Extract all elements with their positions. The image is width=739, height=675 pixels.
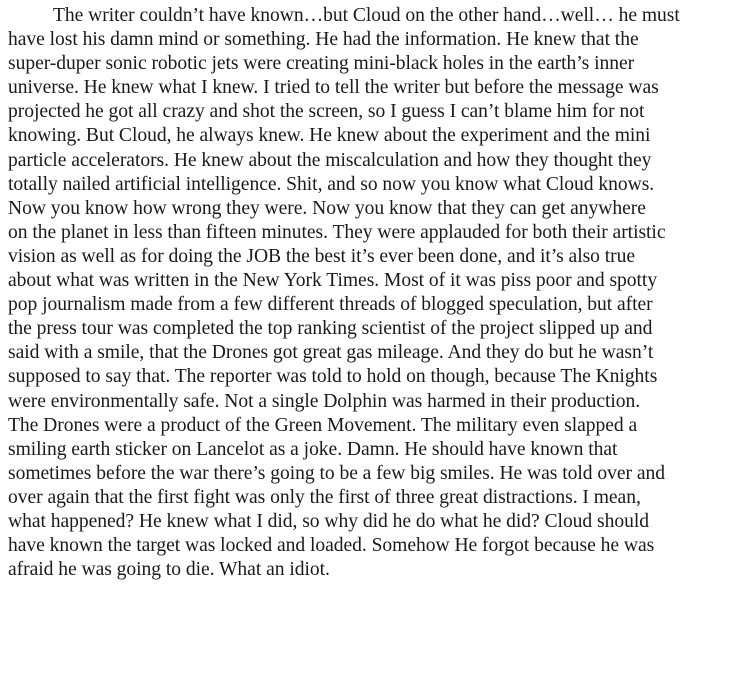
text-line: totally nailed artificial intelligence. Shit, and so now you know what Cloud knows. <box>8 173 655 195</box>
text-line: the press tour was completed the top ranking scientist of the project slipped up and <box>8 318 653 340</box>
text-line: super-duper sonic robotic jets were creating mini-black holes in the earth’s inner <box>8 53 635 75</box>
text-line: knowing. But Cloud, he always knew. He knew about the experiment and the mini <box>8 125 651 147</box>
text-line: projected he got all crazy and shot the screen, so I guess I can’t blame him for not <box>8 101 645 123</box>
text-line: Now you know how wrong they were. Now you know that they can get anywhere <box>8 197 646 219</box>
text-line: what happened? He knew what I did, so why did he do what he did? Cloud should <box>8 510 649 532</box>
text-line: sometimes before the war there’s going to be a few big smiles. He was told over and <box>8 462 665 484</box>
paragraph <box>8 4 734 582</box>
text-line: were environmentally safe. Not a single Dolphin was harmed in their production. <box>8 390 641 412</box>
text-line: supposed to say that. The reporter was told to hold on though, because The Knights <box>8 366 658 388</box>
text-line: universe. He knew what I knew. I tried to tell the writer but before the message was <box>8 77 659 99</box>
text-line: particle accelerators. He knew about the miscalculation and how they thought they <box>8 149 652 171</box>
text-line: have known the target was locked and loaded. Somehow He forgot because he was <box>8 535 655 557</box>
text-line: afraid he was going to die. What an idiot. <box>8 559 330 581</box>
text-line: on the planet in less than fifteen minutes. They were applauded for both their artistic <box>8 221 666 243</box>
text-line: said with a smile, that the Drones got great gas mileage. And they do but he wasn’t <box>8 342 654 364</box>
text-line: have lost his damn mind or something. He had the information. He knew that the <box>8 29 639 51</box>
text-line: over again that the first fight was only the first of three great distractions. I mean, <box>8 486 641 508</box>
text-line: smiling earth sticker on Lancelot as a joke. Damn. He should have known that <box>8 438 618 460</box>
text-line: vision as well as for doing the JOB the best it’s ever been done, and it’s also true <box>8 245 636 267</box>
text-line: The Drones were a product of the Green Movement. The military even slapped a <box>8 414 638 436</box>
text-line: pop journalism made from a few different threads of blogged speculation, but after <box>8 294 653 316</box>
text-line: about what was written in the New York Times. Most of it was piss poor and spotty <box>8 270 658 292</box>
text-line: The writer couldn’t have known…but Cloud on the other hand…well… he must <box>53 5 680 26</box>
